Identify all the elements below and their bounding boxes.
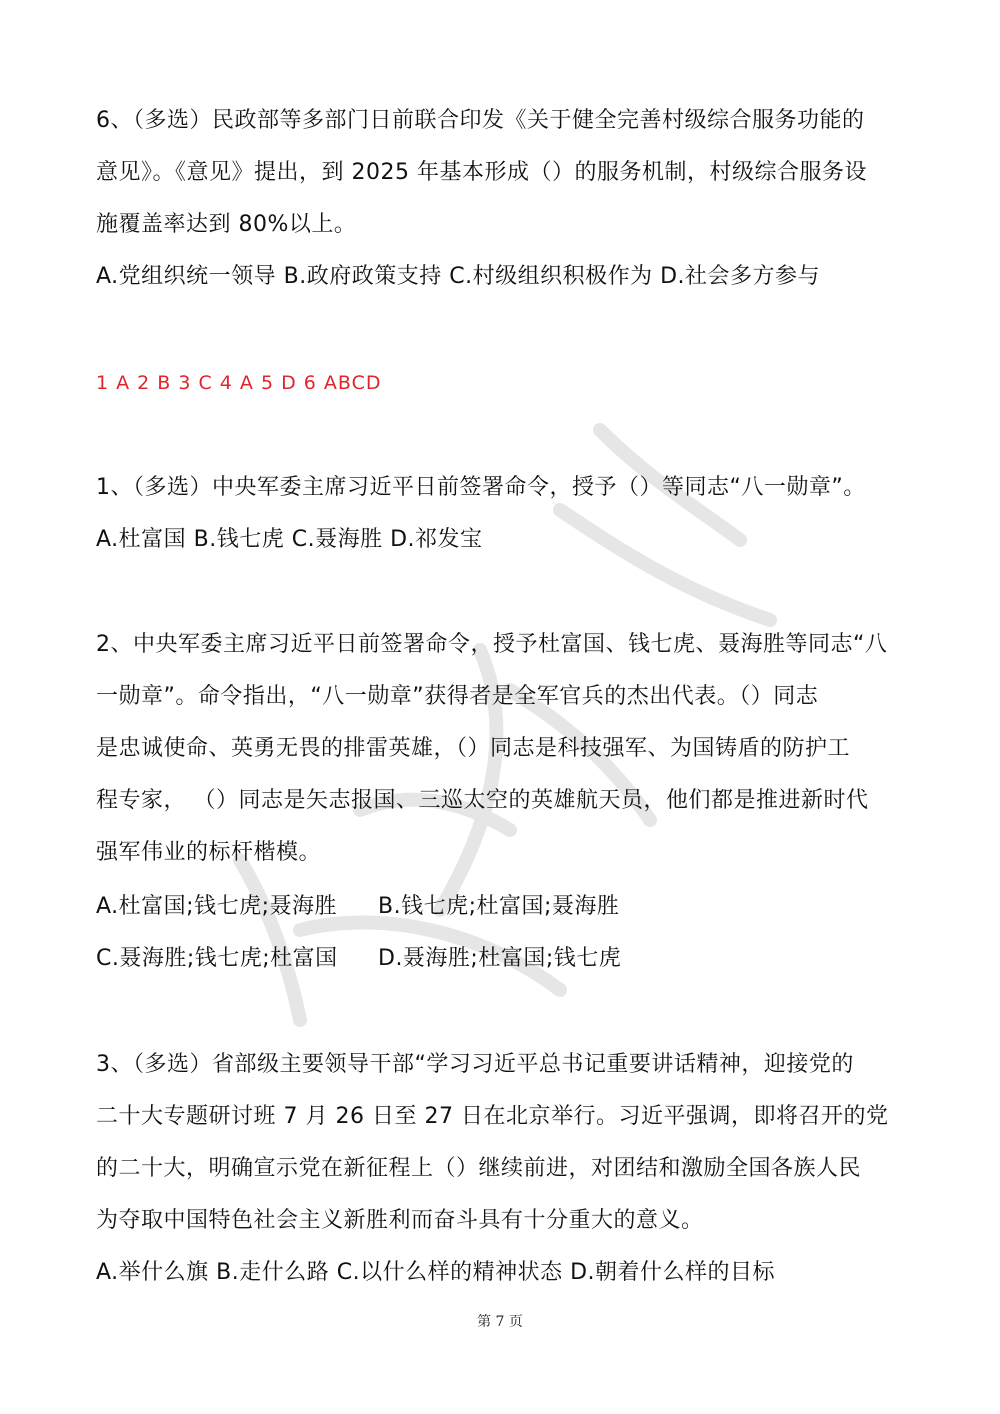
question-2-option-d: D.聂海胜;杜富国;钱七虎: [378, 946, 622, 971]
question-6-line-2: 意见》。《意见》提出，到 2025 年基本形成（）的服务机制，村级综合服务设: [96, 160, 867, 185]
question-2-option-c: C.聂海胜;钱七虎;杜富国: [96, 946, 338, 971]
question-2-line-1: 2、中央军委主席习近平日前签署命令，授予杜富国、钱七虎、聂海胜等同志“八: [96, 632, 888, 657]
question-1-line-1: 1、（多选）中央军委主席习近平日前签署命令，授予（）等同志“八一勋章”。: [96, 475, 866, 500]
question-3-line-4: 为夺取中国特色社会主义新胜利而奋斗具有十分重大的意义。: [96, 1208, 704, 1233]
question-6-line-3: 施覆盖率达到 80%以上。: [96, 212, 357, 237]
question-2-option-b: B.钱七虎;杜富国;聂海胜: [378, 894, 620, 919]
answer-key: 1 A 2 B 3 C 4 A 5 D 6 ABCD: [96, 372, 382, 394]
question-3-options: A.举什么旗 B.走什么路 C.以什么样的精神状态 D.朝着什么样的目标: [96, 1260, 776, 1285]
question-3-line-3: 的二十大，明确宣示党在新征程上（）继续前进，对团结和激励全国各族人民: [96, 1156, 862, 1181]
question-6-options: A.党组织统一领导 B.政府政策支持 C.村级组织积极作为 D.社会多方参与: [96, 264, 821, 289]
question-2-option-a: A.杜富国;钱七虎;聂海胜: [96, 894, 337, 919]
question-1-options: A.杜富国 B.钱七虎 C.聂海胜 D.祁发宝: [96, 527, 483, 552]
page-number: 第 7 页: [477, 1314, 523, 1330]
question-2-line-2: 一勋章”。命令指出，“八一勋章”获得者是全军官兵的杰出代表。（）同志: [96, 684, 819, 709]
question-2-line-4: 程专家， （）同志是矢志报国、三巡太空的英雄航天员，他们都是推进新时代: [96, 788, 869, 813]
question-3-line-1: 3、（多选）省部级主要领导干部“学习习近平总书记重要讲话精神，迎接党的: [96, 1052, 854, 1077]
question-2-line-3: 是忠诚使命、英勇无畏的排雷英雄，（）同志是科技强军、为国铸盾的防护工: [96, 736, 851, 761]
question-3-line-2: 二十大专题研讨班 7 月 26 日至 27 日在北京举行。习近平强调，即将召开的党: [96, 1104, 889, 1129]
question-6-line-1: 6、（多选）民政部等多部门日前联合印发《关于健全完善村级综合服务功能的: [96, 108, 865, 133]
question-2-line-5: 强军伟业的标杆楷模。: [96, 840, 322, 865]
